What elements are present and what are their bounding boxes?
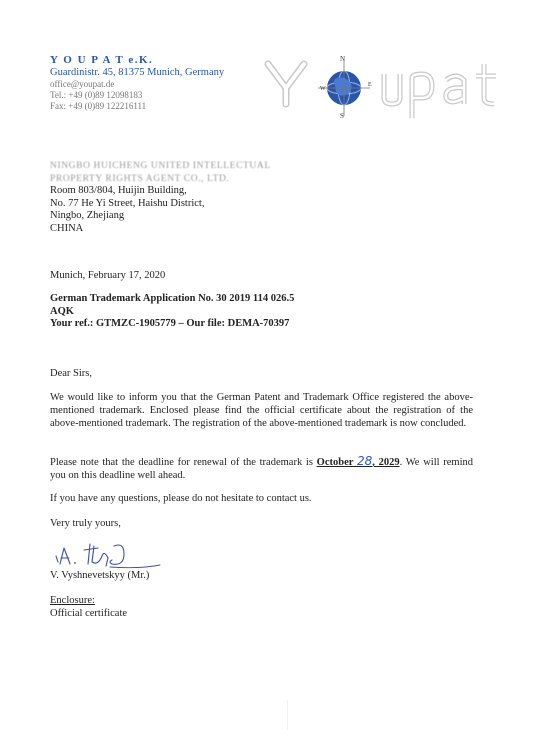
recipient-line3: Room 803/804, Huijin Building, — [50, 185, 187, 196]
sender-block — [50, 54, 224, 112]
closing: Very truly yours, — [50, 518, 121, 529]
sender-fax: Fax: +49 (0)89 122216111 — [50, 101, 147, 111]
salutation: Dear Sirs, — [50, 368, 92, 379]
enclosure-label: Enclosure: — [50, 595, 95, 606]
compass-east: E — [368, 82, 372, 88]
deadline-year: , 2029 — [372, 457, 400, 468]
sender-company: Y O U P A T e.K. — [50, 54, 154, 66]
subject-application: German Trademark Application No. 30 2019 114 026.5 — [50, 293, 295, 304]
body-paragraph-3: If you have any questions, please do not hesitate to contact us. — [50, 493, 312, 504]
recipient-country: CHINA — [50, 222, 84, 234]
signer-name: V. Vyshnevetskyy (Mr.) — [50, 570, 150, 581]
enclosure-block — [50, 595, 127, 620]
sender-email: office@youpat.de — [50, 79, 115, 89]
body-paragraph-2 — [50, 455, 473, 482]
compass-north: N — [340, 55, 346, 63]
recipient-line4: No. 77 He Yi Street, Haishu District, — [50, 197, 205, 209]
recipient-name-line2: PROPERTY RIGHTS AGENT CO., LTD. — [50, 173, 230, 184]
subject-mark: AQK — [50, 305, 74, 317]
sender-tel: Tel.: +49 (0)89 12098183 — [50, 90, 143, 100]
letter-date: Munich, February 17, 2020 — [50, 270, 166, 281]
recipient-name-line1: NINGBO HUICHENG UNITED INTELLECTUAL — [50, 161, 271, 171]
renewal-text-after: . We will remind you on this deadline well ahead. — [50, 457, 474, 481]
compass-west: W — [320, 86, 326, 92]
subject-block — [50, 293, 294, 331]
youpat-logo — [262, 54, 510, 118]
renewal-text-before: Please note that the deadline for renewal of the trademark is — [50, 457, 317, 468]
deadline-day-handwritten: 28 — [356, 454, 373, 468]
renewal-deadline — [316, 454, 400, 468]
scan-fold-mark — [287, 700, 288, 730]
recipient-address — [50, 160, 271, 235]
sender-address: Guardinistr. 45, 81375 Munich, Germany — [50, 66, 225, 78]
compass-south: S — [340, 112, 344, 118]
handwritten-signature — [50, 536, 170, 570]
enclosure-item: Official certificate — [50, 607, 128, 619]
body-paragraph-1: We would like to inform you that the German Patent and Trademark Office registered the above-mentioned trademark. Enclosed please find the official certificate about the registration of the above-mentioned trademark. The registration of the above-mentioned trademark is now concluded. — [50, 392, 473, 429]
recipient-line5: Ningbo, Zhejiang — [50, 210, 125, 221]
subject-references: Your ref.: GTMZC-1905779 – Our file: DEMA-70397 — [50, 318, 290, 329]
deadline-month: October — [316, 457, 357, 468]
